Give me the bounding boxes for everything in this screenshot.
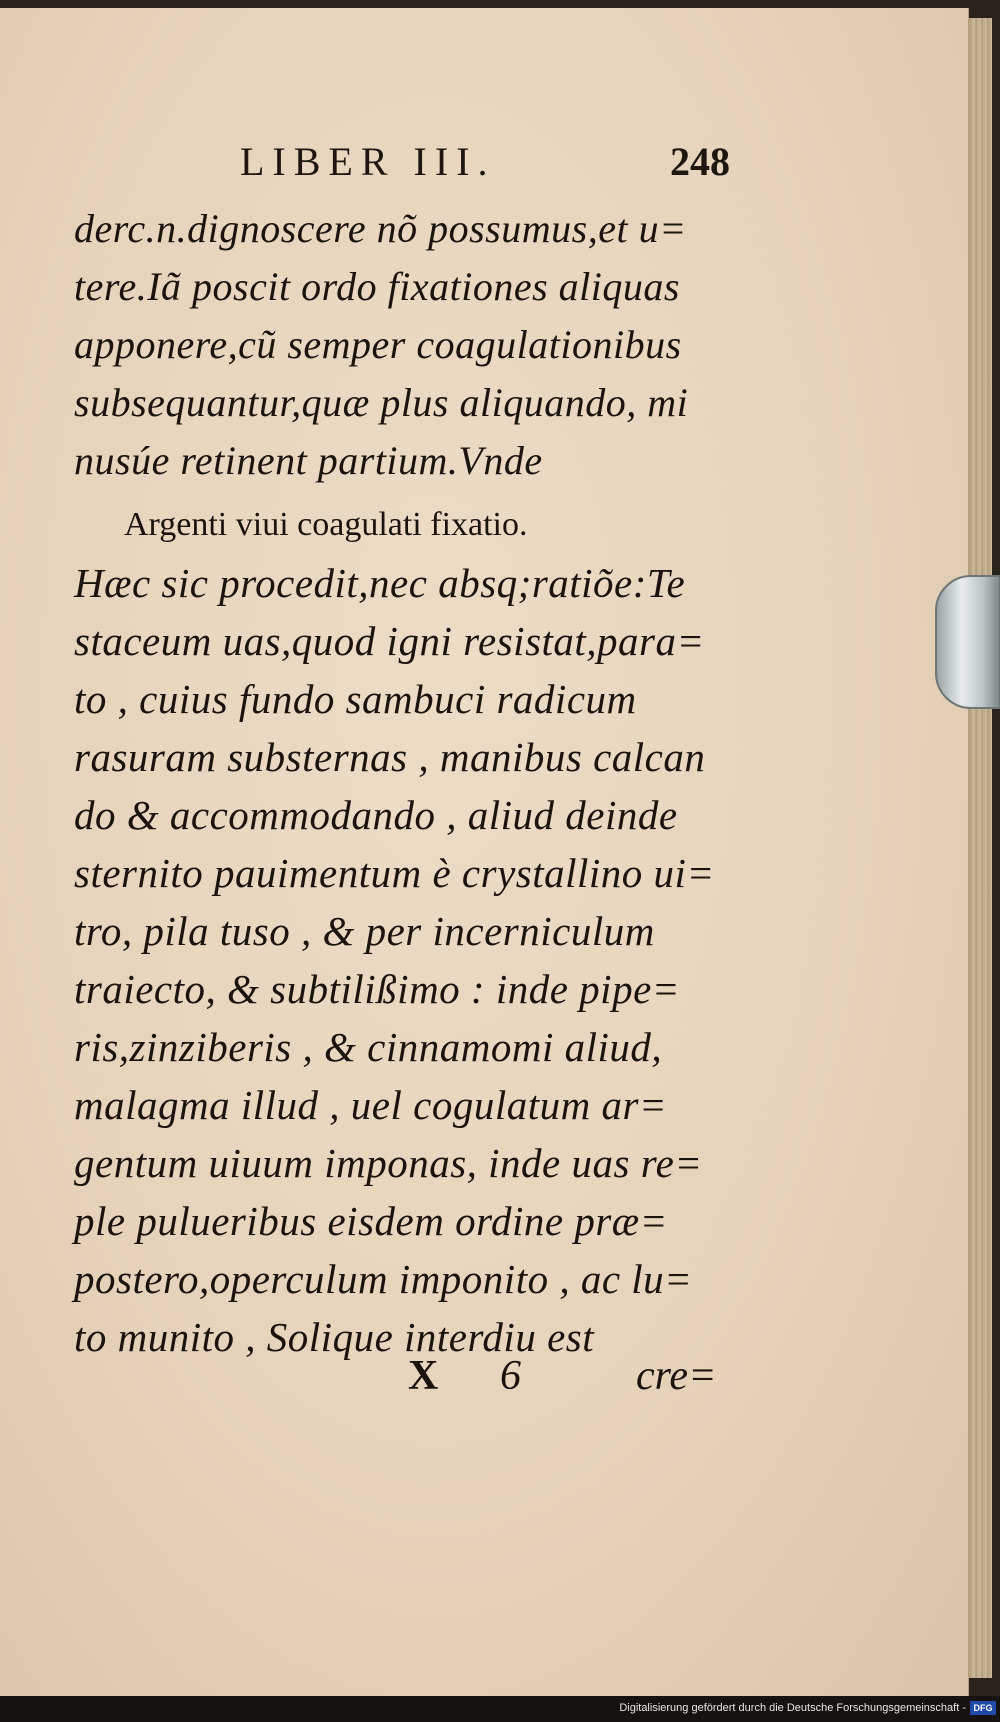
page-clip-icon [935, 575, 1000, 709]
dfg-logo-icon: DFG [970, 1701, 996, 1715]
catchword: cre= [636, 1353, 717, 1399]
text-line: nusúe retinent partium.Vnde [74, 438, 543, 483]
text-line: gentum uiuum imponas, inde uas re= [74, 1140, 703, 1186]
running-head: LIBER III. [240, 139, 496, 184]
text-line: postero,operculum imponito , ac lu= [74, 1256, 693, 1302]
page-header [230, 138, 730, 188]
text-line: tro, pila tuso , & per incerniculum [74, 908, 655, 954]
digitization-credit: Digitalisierung gefördert durch die Deutsche Forschungsgemeinschaft - [619, 1702, 966, 1714]
text-line: to , cuius fundo sambuci radicum [74, 676, 637, 722]
text-line: rasuram substernas , manibus calcan [74, 734, 706, 780]
signature-number: 6 [500, 1353, 521, 1399]
text-line: sternito pauimentum è crystallino ui= [74, 850, 715, 896]
text-line: do & accommodando , aliud deinde [74, 792, 678, 838]
text-line: ple pulueribus eisdem ordine præ= [74, 1198, 668, 1244]
page-number: 248 [670, 139, 730, 184]
text-line: ris,zinziberis , & cinnamomi aliud, [74, 1024, 663, 1070]
section-heading: Argenti viui coagulati fixatio. [124, 506, 528, 543]
text-line: to munito , Solique interdiu est [74, 1314, 595, 1360]
text-line: traiecto, & subtilißimo : inde pipe= [74, 966, 680, 1012]
text-line: subsequantur,quæ plus aliquando, mi [74, 380, 689, 425]
text-line: tere.Iã poscit ordo fixationes aliquas [74, 264, 680, 309]
text-block [74, 200, 734, 1366]
section-body [74, 554, 734, 1366]
text-line: derc.n.dignoscere nõ possumus,et u= [74, 206, 687, 251]
text-line: staceum uas,quod igni resistat,para= [74, 618, 705, 664]
signature-mark: X [408, 1353, 439, 1399]
text-line: Hæc sic procedit,nec absq;ratiõe:Te [74, 560, 686, 606]
text-line: malagma illud , uel cogulatum ar= [74, 1082, 668, 1128]
text-line: apponere,cũ semper coagulationibus [74, 322, 682, 367]
